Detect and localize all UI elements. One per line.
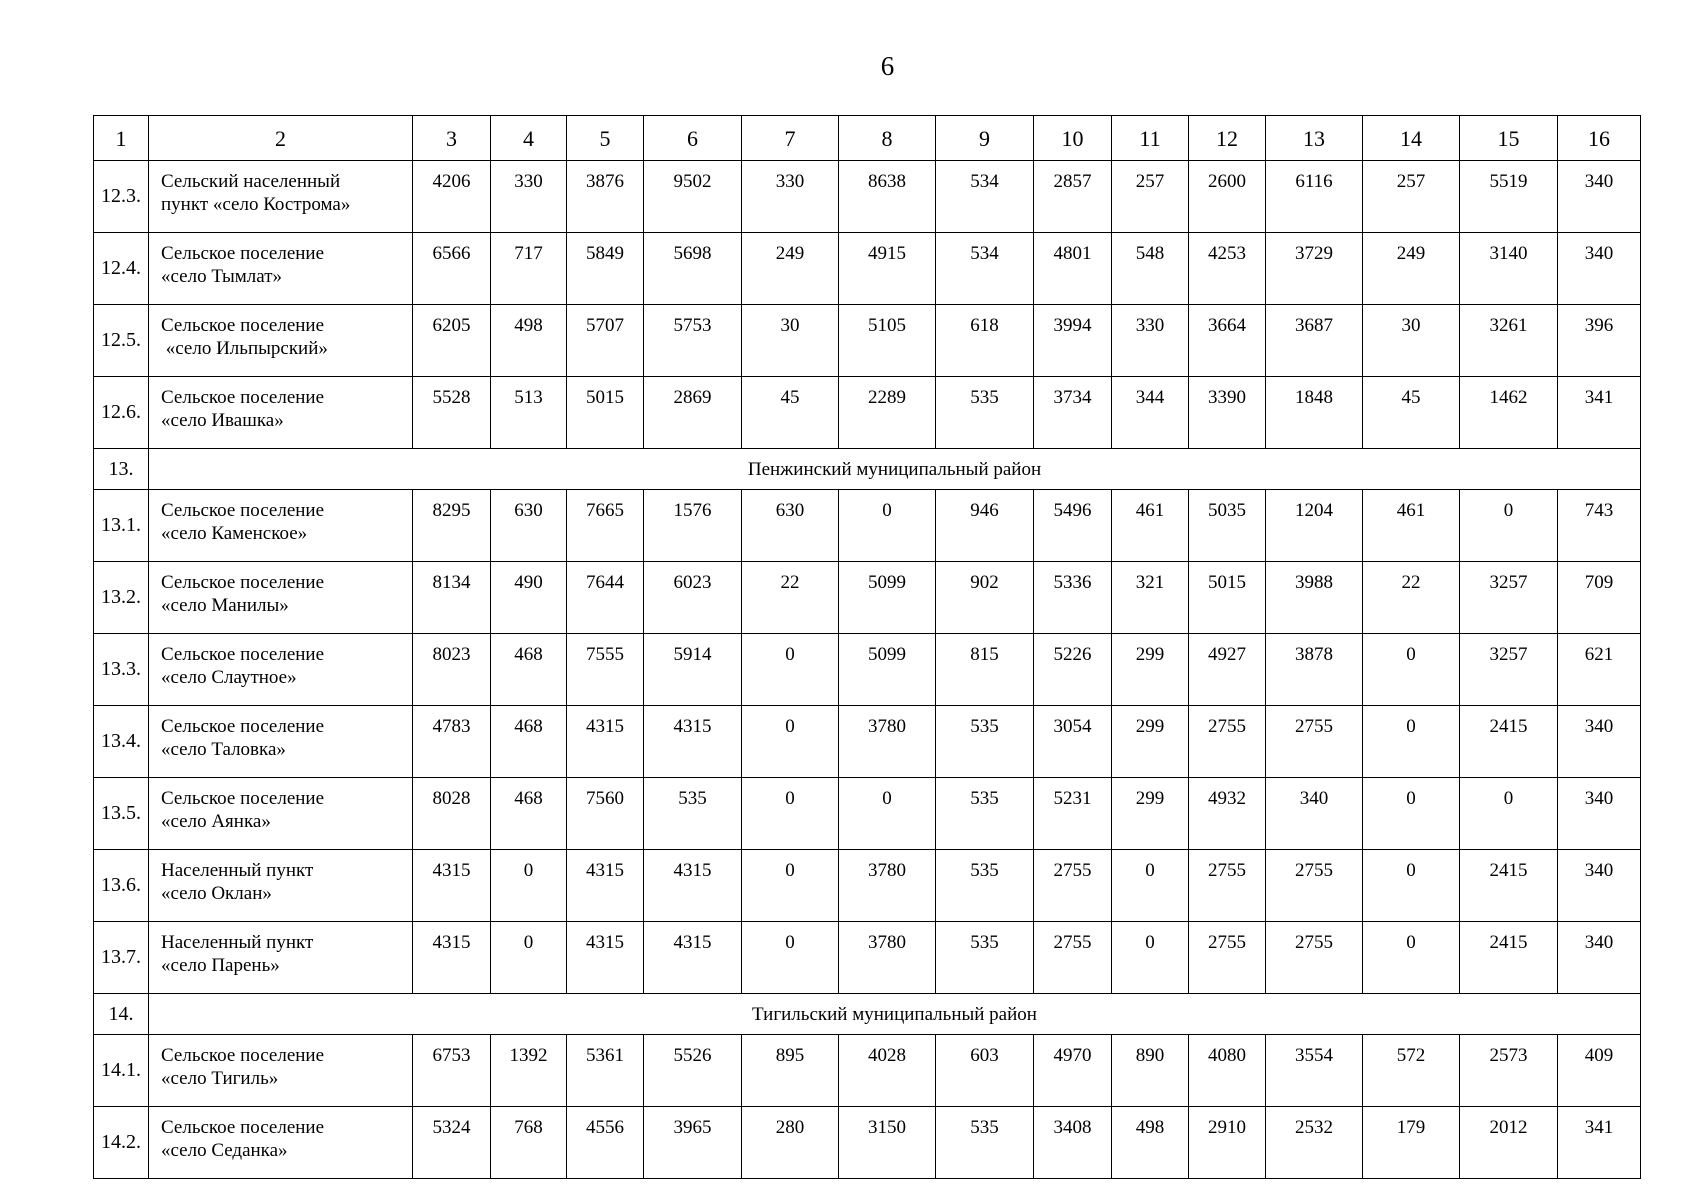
value-cell: 3780 bbox=[839, 850, 936, 922]
value-cell: 535 bbox=[644, 778, 742, 850]
value-cell: 30 bbox=[1363, 305, 1460, 377]
value-cell: 2012 bbox=[1460, 1107, 1558, 1179]
settlement-name-line-1: Сельское поселение bbox=[161, 1117, 325, 1138]
value-cell: 461 bbox=[1112, 490, 1189, 562]
table-row bbox=[94, 922, 1641, 994]
section-row bbox=[94, 994, 1641, 1035]
table-row bbox=[94, 377, 1641, 449]
table-row bbox=[94, 233, 1641, 305]
value-cell: 4315 bbox=[644, 706, 742, 778]
value-cell: 30 bbox=[742, 305, 839, 377]
value-cell: 4080 bbox=[1189, 1035, 1266, 1107]
value-cell: 4206 bbox=[413, 161, 491, 233]
value-cell: 2755 bbox=[1034, 850, 1112, 922]
value-cell: 0 bbox=[1112, 922, 1189, 994]
value-cell: 902 bbox=[936, 562, 1034, 634]
value-cell: 2600 bbox=[1189, 161, 1266, 233]
column-number-cell: 8 bbox=[839, 116, 936, 161]
value-cell: 3687 bbox=[1266, 305, 1363, 377]
value-cell: 630 bbox=[742, 490, 839, 562]
value-cell: 5015 bbox=[567, 377, 644, 449]
value-cell: 0 bbox=[839, 778, 936, 850]
table-row bbox=[94, 706, 1641, 778]
value-cell: 2415 bbox=[1460, 850, 1558, 922]
settlement-name bbox=[149, 850, 413, 922]
value-cell: 513 bbox=[491, 377, 567, 449]
value-cell: 249 bbox=[1363, 233, 1460, 305]
value-cell: 2755 bbox=[1266, 850, 1363, 922]
value-cell: 4315 bbox=[567, 922, 644, 994]
column-number-cell: 16 bbox=[1558, 116, 1641, 161]
value-cell: 5849 bbox=[567, 233, 644, 305]
table-row bbox=[94, 562, 1641, 634]
value-cell: 768 bbox=[491, 1107, 567, 1179]
value-cell: 2755 bbox=[1189, 706, 1266, 778]
value-cell: 461 bbox=[1363, 490, 1460, 562]
value-cell: 4970 bbox=[1034, 1035, 1112, 1107]
value-cell: 5105 bbox=[839, 305, 936, 377]
value-cell: 0 bbox=[491, 850, 567, 922]
value-cell: 0 bbox=[1363, 778, 1460, 850]
value-cell: 4315 bbox=[567, 706, 644, 778]
settlement-name-line-2: «село Ильпырский» bbox=[161, 338, 328, 359]
column-number-cell: 3 bbox=[413, 116, 491, 161]
value-cell: 6753 bbox=[413, 1035, 491, 1107]
row-index: 13.6. bbox=[94, 850, 149, 922]
value-cell: 340 bbox=[1558, 850, 1641, 922]
value-cell: 2289 bbox=[839, 377, 936, 449]
row-index: 12.3. bbox=[94, 161, 149, 233]
value-cell: 2910 bbox=[1189, 1107, 1266, 1179]
value-cell: 3390 bbox=[1189, 377, 1266, 449]
value-cell: 330 bbox=[742, 161, 839, 233]
settlement-name-line-1: Сельское поселение bbox=[161, 788, 325, 809]
settlement-name-line-2: «село Аянка» bbox=[161, 811, 271, 832]
settlement-name-line-2: «село Манилы» bbox=[161, 595, 289, 616]
value-cell: 3965 bbox=[644, 1107, 742, 1179]
column-number-cell: 1 bbox=[94, 116, 149, 161]
value-cell: 4932 bbox=[1189, 778, 1266, 850]
settlement-name-line-1: Сельское поселение bbox=[161, 644, 325, 665]
value-cell: 2415 bbox=[1460, 922, 1558, 994]
value-cell: 2755 bbox=[1189, 922, 1266, 994]
settlement-name bbox=[149, 778, 413, 850]
settlement-name bbox=[149, 233, 413, 305]
value-cell: 3729 bbox=[1266, 233, 1363, 305]
value-cell: 5707 bbox=[567, 305, 644, 377]
value-cell: 3257 bbox=[1460, 634, 1558, 706]
value-cell: 3780 bbox=[839, 706, 936, 778]
settlement-name bbox=[149, 634, 413, 706]
value-cell: 249 bbox=[742, 233, 839, 305]
value-cell: 3054 bbox=[1034, 706, 1112, 778]
value-cell: 4028 bbox=[839, 1035, 936, 1107]
value-cell: 6566 bbox=[413, 233, 491, 305]
settlement-name-line-2: «село Тигиль» bbox=[161, 1068, 279, 1089]
value-cell: 4783 bbox=[413, 706, 491, 778]
value-cell: 3780 bbox=[839, 922, 936, 994]
value-cell: 3734 bbox=[1034, 377, 1112, 449]
value-cell: 299 bbox=[1112, 634, 1189, 706]
table-row bbox=[94, 490, 1641, 562]
value-cell: 0 bbox=[1363, 922, 1460, 994]
value-cell: 630 bbox=[491, 490, 567, 562]
value-cell: 5914 bbox=[644, 634, 742, 706]
value-cell: 3150 bbox=[839, 1107, 936, 1179]
value-cell: 22 bbox=[1363, 562, 1460, 634]
value-cell: 330 bbox=[491, 161, 567, 233]
settlement-name bbox=[149, 922, 413, 994]
value-cell: 535 bbox=[936, 922, 1034, 994]
value-cell: 535 bbox=[936, 778, 1034, 850]
value-cell: 0 bbox=[839, 490, 936, 562]
value-cell: 535 bbox=[936, 1107, 1034, 1179]
settlement-name-line-2: «село Ивашка» bbox=[161, 410, 284, 431]
value-cell: 895 bbox=[742, 1035, 839, 1107]
value-cell: 4253 bbox=[1189, 233, 1266, 305]
value-cell: 5099 bbox=[839, 562, 936, 634]
section-title: Пенжинский муниципальный район bbox=[149, 449, 1641, 490]
value-cell: 5361 bbox=[567, 1035, 644, 1107]
settlement-name-line-1: Населенный пункт bbox=[161, 932, 314, 953]
settlement-name-line-2: «село Седанка» bbox=[161, 1140, 288, 1161]
value-cell: 3408 bbox=[1034, 1107, 1112, 1179]
row-index: 14. bbox=[94, 994, 149, 1035]
row-index: 13.5. bbox=[94, 778, 149, 850]
settlement-name-line-2: пункт «село Кострома» bbox=[161, 194, 351, 215]
table-row bbox=[94, 1107, 1641, 1179]
value-cell: 535 bbox=[936, 706, 1034, 778]
row-index: 13.3. bbox=[94, 634, 149, 706]
settlement-name-line-2: «село Слаутное» bbox=[161, 667, 297, 688]
value-cell: 45 bbox=[1363, 377, 1460, 449]
value-cell: 341 bbox=[1558, 1107, 1641, 1179]
column-number-cell: 15 bbox=[1460, 116, 1558, 161]
value-cell: 4801 bbox=[1034, 233, 1112, 305]
value-cell: 330 bbox=[1112, 305, 1189, 377]
value-cell: 5015 bbox=[1189, 562, 1266, 634]
table-body bbox=[94, 116, 1641, 1179]
value-cell: 2869 bbox=[644, 377, 742, 449]
value-cell: 5753 bbox=[644, 305, 742, 377]
value-cell: 299 bbox=[1112, 706, 1189, 778]
row-index: 14.2. bbox=[94, 1107, 149, 1179]
value-cell: 2755 bbox=[1034, 922, 1112, 994]
value-cell: 717 bbox=[491, 233, 567, 305]
value-cell: 603 bbox=[936, 1035, 1034, 1107]
value-cell: 0 bbox=[1460, 778, 1558, 850]
value-cell: 2755 bbox=[1266, 922, 1363, 994]
row-index: 13.1. bbox=[94, 490, 149, 562]
value-cell: 9502 bbox=[644, 161, 742, 233]
value-cell: 5226 bbox=[1034, 634, 1112, 706]
value-cell: 534 bbox=[936, 161, 1034, 233]
value-cell: 344 bbox=[1112, 377, 1189, 449]
column-number-cell: 13 bbox=[1266, 116, 1363, 161]
value-cell: 535 bbox=[936, 850, 1034, 922]
column-number-cell: 6 bbox=[644, 116, 742, 161]
settlement-name-line-1: Сельское поселение bbox=[161, 500, 325, 521]
value-cell: 5698 bbox=[644, 233, 742, 305]
table-row bbox=[94, 161, 1641, 233]
value-cell: 946 bbox=[936, 490, 1034, 562]
settlement-name-line-1: Сельское поселение bbox=[161, 315, 325, 336]
settlement-name bbox=[149, 161, 413, 233]
value-cell: 498 bbox=[491, 305, 567, 377]
value-cell: 1204 bbox=[1266, 490, 1363, 562]
settlement-name-line-2: «село Таловка» bbox=[161, 739, 286, 760]
value-cell: 534 bbox=[936, 233, 1034, 305]
value-cell: 8638 bbox=[839, 161, 936, 233]
row-index: 12.5. bbox=[94, 305, 149, 377]
value-cell: 0 bbox=[1363, 706, 1460, 778]
settlement-name-line-1: Сельское поселение bbox=[161, 243, 325, 264]
section-row bbox=[94, 449, 1641, 490]
value-cell: 4315 bbox=[567, 850, 644, 922]
value-cell: 6116 bbox=[1266, 161, 1363, 233]
value-cell: 396 bbox=[1558, 305, 1641, 377]
value-cell: 280 bbox=[742, 1107, 839, 1179]
value-cell: 7665 bbox=[567, 490, 644, 562]
settlement-name-line-1: Сельское поселение bbox=[161, 572, 325, 593]
column-number-cell: 14 bbox=[1363, 116, 1460, 161]
value-cell: 8295 bbox=[413, 490, 491, 562]
column-number-cell: 9 bbox=[936, 116, 1034, 161]
page-number: 6 bbox=[880, 51, 895, 81]
column-number-cell: 11 bbox=[1112, 116, 1189, 161]
settlement-name bbox=[149, 490, 413, 562]
value-cell: 7560 bbox=[567, 778, 644, 850]
value-cell: 4915 bbox=[839, 233, 936, 305]
row-index: 12.4. bbox=[94, 233, 149, 305]
value-cell: 468 bbox=[491, 706, 567, 778]
value-cell: 341 bbox=[1558, 377, 1641, 449]
value-cell: 3878 bbox=[1266, 634, 1363, 706]
value-cell: 0 bbox=[1112, 850, 1189, 922]
settlement-name-line-2: «село Тымлат» bbox=[161, 266, 283, 287]
value-cell: 0 bbox=[1363, 634, 1460, 706]
settlement-name-line-1: Сельское поселение bbox=[161, 387, 325, 408]
value-cell: 8028 bbox=[413, 778, 491, 850]
value-cell: 0 bbox=[742, 706, 839, 778]
value-cell: 4315 bbox=[413, 850, 491, 922]
value-cell: 621 bbox=[1558, 634, 1641, 706]
value-cell: 709 bbox=[1558, 562, 1641, 634]
value-cell: 1462 bbox=[1460, 377, 1558, 449]
value-cell: 498 bbox=[1112, 1107, 1189, 1179]
value-cell: 4315 bbox=[644, 850, 742, 922]
value-cell: 2755 bbox=[1189, 850, 1266, 922]
value-cell: 535 bbox=[936, 377, 1034, 449]
value-cell: 5099 bbox=[839, 634, 936, 706]
value-cell: 5336 bbox=[1034, 562, 1112, 634]
value-cell: 45 bbox=[742, 377, 839, 449]
settlement-name bbox=[149, 1035, 413, 1107]
value-cell: 340 bbox=[1558, 778, 1641, 850]
row-index: 12.6. bbox=[94, 377, 149, 449]
settlement-name-line-1: Сельский населенный bbox=[161, 171, 341, 192]
value-cell: 340 bbox=[1558, 161, 1641, 233]
table-row bbox=[94, 850, 1641, 922]
value-cell: 6023 bbox=[644, 562, 742, 634]
value-cell: 257 bbox=[1112, 161, 1189, 233]
column-number-cell: 2 bbox=[149, 116, 413, 161]
settlement-name bbox=[149, 305, 413, 377]
value-cell: 340 bbox=[1558, 922, 1641, 994]
value-cell: 815 bbox=[936, 634, 1034, 706]
value-cell: 340 bbox=[1558, 706, 1641, 778]
value-cell: 890 bbox=[1112, 1035, 1189, 1107]
value-cell: 1848 bbox=[1266, 377, 1363, 449]
value-cell: 1392 bbox=[491, 1035, 567, 1107]
value-cell: 548 bbox=[1112, 233, 1189, 305]
settlement-name-line-2: «село Каменское» bbox=[161, 523, 308, 544]
value-cell: 2415 bbox=[1460, 706, 1558, 778]
value-cell: 2755 bbox=[1266, 706, 1363, 778]
settlement-name bbox=[149, 1107, 413, 1179]
value-cell: 3261 bbox=[1460, 305, 1558, 377]
value-cell: 340 bbox=[1558, 233, 1641, 305]
value-cell: 340 bbox=[1266, 778, 1363, 850]
value-cell: 0 bbox=[742, 922, 839, 994]
value-cell: 321 bbox=[1112, 562, 1189, 634]
value-cell: 490 bbox=[491, 562, 567, 634]
value-cell: 3140 bbox=[1460, 233, 1558, 305]
value-cell: 2573 bbox=[1460, 1035, 1558, 1107]
value-cell: 257 bbox=[1363, 161, 1460, 233]
value-cell: 5324 bbox=[413, 1107, 491, 1179]
settlement-name bbox=[149, 562, 413, 634]
value-cell: 4556 bbox=[567, 1107, 644, 1179]
settlement-name bbox=[149, 706, 413, 778]
value-cell: 0 bbox=[1460, 490, 1558, 562]
settlement-name-line-2: «село Оклан» bbox=[161, 883, 272, 904]
value-cell: 468 bbox=[491, 778, 567, 850]
settlement-name-line-1: Сельское поселение bbox=[161, 1045, 325, 1066]
value-cell: 3257 bbox=[1460, 562, 1558, 634]
value-cell: 2532 bbox=[1266, 1107, 1363, 1179]
value-cell: 6205 bbox=[413, 305, 491, 377]
column-number-cell: 4 bbox=[491, 116, 567, 161]
value-cell: 5496 bbox=[1034, 490, 1112, 562]
column-number-cell: 7 bbox=[742, 116, 839, 161]
column-number-cell: 10 bbox=[1034, 116, 1112, 161]
table-row bbox=[94, 1035, 1641, 1107]
row-index: 13.4. bbox=[94, 706, 149, 778]
value-cell: 0 bbox=[1363, 850, 1460, 922]
table-row bbox=[94, 305, 1641, 377]
settlement-name-line-2: «село Парень» bbox=[161, 955, 280, 976]
column-number-cell: 12 bbox=[1189, 116, 1266, 161]
value-cell: 3994 bbox=[1034, 305, 1112, 377]
value-cell: 3876 bbox=[567, 161, 644, 233]
value-cell: 743 bbox=[1558, 490, 1641, 562]
value-cell: 0 bbox=[742, 778, 839, 850]
row-index: 13.7. bbox=[94, 922, 149, 994]
value-cell: 5231 bbox=[1034, 778, 1112, 850]
settlement-name-line-1: Населенный пункт bbox=[161, 860, 314, 881]
value-cell: 2857 bbox=[1034, 161, 1112, 233]
value-cell: 8134 bbox=[413, 562, 491, 634]
value-cell: 0 bbox=[742, 850, 839, 922]
row-index: 13. bbox=[94, 449, 149, 490]
table-row bbox=[94, 778, 1641, 850]
table-row bbox=[94, 634, 1641, 706]
value-cell: 572 bbox=[1363, 1035, 1460, 1107]
value-cell: 5528 bbox=[413, 377, 491, 449]
value-cell: 5526 bbox=[644, 1035, 742, 1107]
value-cell: 7555 bbox=[567, 634, 644, 706]
value-cell: 4927 bbox=[1189, 634, 1266, 706]
settlement-name-line-1: Сельское поселение bbox=[161, 716, 325, 737]
value-cell: 22 bbox=[742, 562, 839, 634]
value-cell: 5035 bbox=[1189, 490, 1266, 562]
column-number-cell: 5 bbox=[567, 116, 644, 161]
value-cell: 179 bbox=[1363, 1107, 1460, 1179]
data-table bbox=[93, 115, 1641, 1179]
section-title: Тигильский муниципальный район bbox=[149, 994, 1641, 1035]
value-cell: 468 bbox=[491, 634, 567, 706]
value-cell: 4315 bbox=[644, 922, 742, 994]
value-cell: 0 bbox=[491, 922, 567, 994]
value-cell: 3664 bbox=[1189, 305, 1266, 377]
value-cell: 0 bbox=[742, 634, 839, 706]
value-cell: 618 bbox=[936, 305, 1034, 377]
settlement-name bbox=[149, 377, 413, 449]
column-number-row bbox=[94, 116, 1641, 161]
value-cell: 299 bbox=[1112, 778, 1189, 850]
row-index: 13.2. bbox=[94, 562, 149, 634]
value-cell: 5519 bbox=[1460, 161, 1558, 233]
value-cell: 409 bbox=[1558, 1035, 1641, 1107]
row-index: 14.1. bbox=[94, 1035, 149, 1107]
value-cell: 8023 bbox=[413, 634, 491, 706]
value-cell: 3554 bbox=[1266, 1035, 1363, 1107]
value-cell: 3988 bbox=[1266, 562, 1363, 634]
value-cell: 4315 bbox=[413, 922, 491, 994]
value-cell: 7644 bbox=[567, 562, 644, 634]
value-cell: 1576 bbox=[644, 490, 742, 562]
